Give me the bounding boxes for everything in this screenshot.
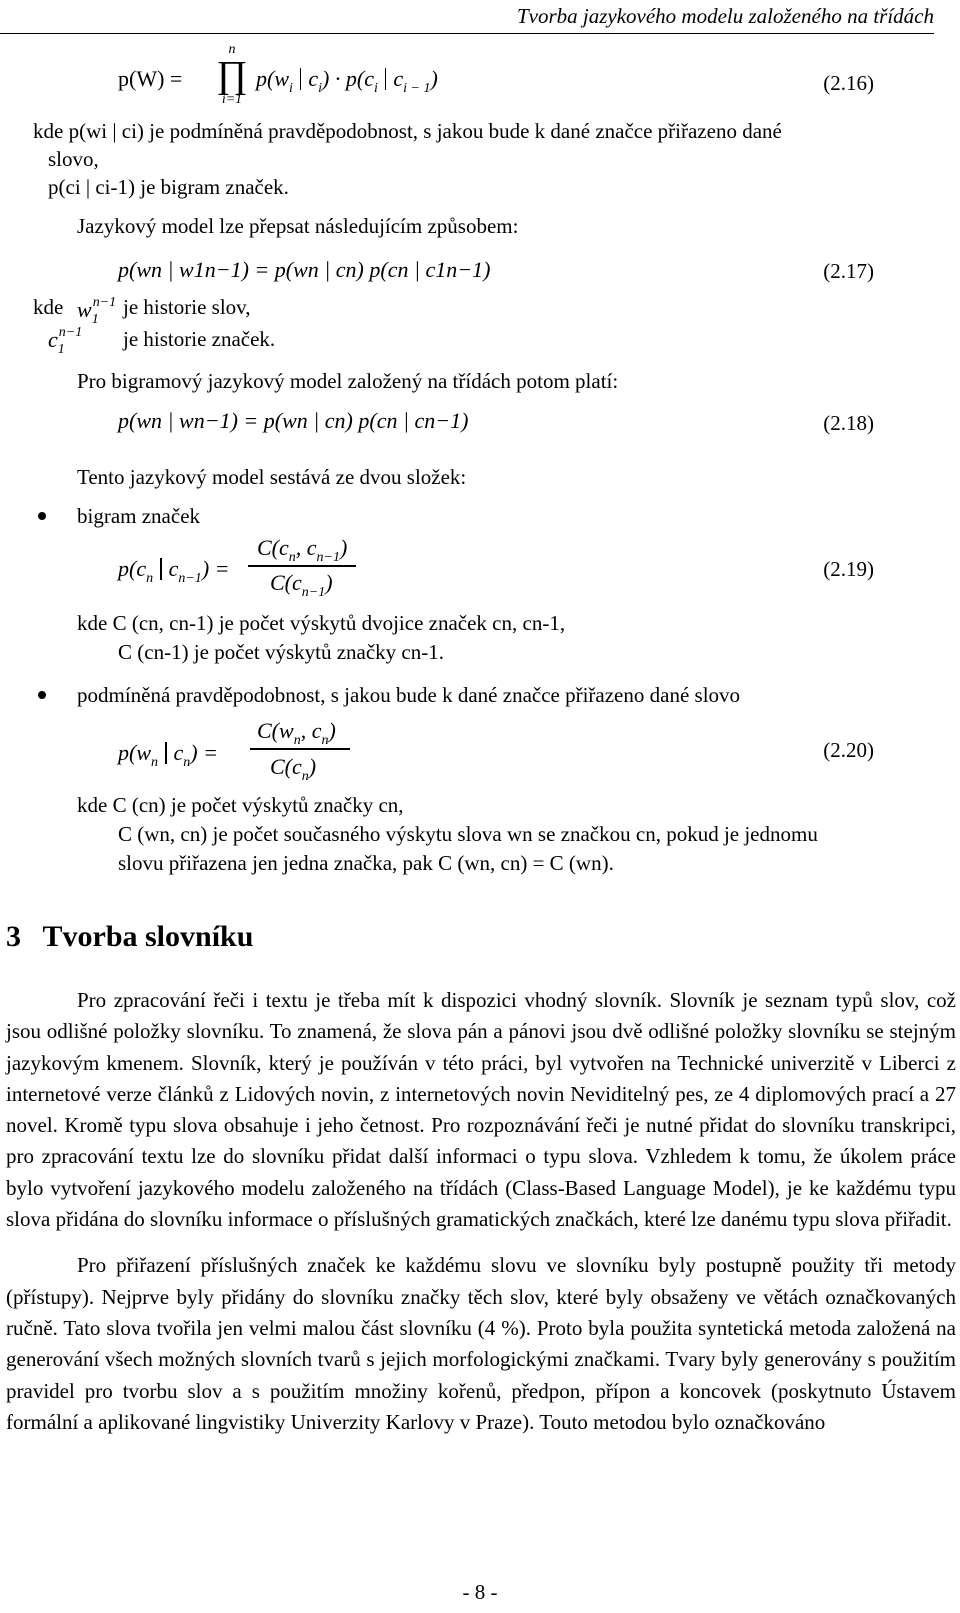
cond-bar [300,68,302,90]
eq-2-16-term-c: ) · p(c [322,66,374,91]
eq-2-16-product [212,42,252,108]
eq-2-16-term-d: c [393,66,404,91]
bullet-dot [38,691,46,699]
product-upper: n [228,42,236,57]
expl-2-20-line2: C (wn, cn) je počet současného výskytu slova wn se značkou cn, pokud je jednomu [118,822,818,846]
page-number: - 8 - [462,1580,498,1604]
eq-2-16-term-a: p(w [256,66,289,91]
expl-2-19-line2: C (cn-1) je počet výskytů značky cn-1. [118,640,444,664]
bullet2-label: podmíněná pravděpodobnost, s jakou bude k dané značce přiřazeno dané slovo [77,683,741,707]
intro-2-18: Pro bigramový jazykový model založený na třídách potom platí: [77,369,619,393]
paragraph-2: Pro přiřazení příslušných značek ke každému slovu ve slovníku byly postupně použity tři metody (přístupy). Nejprve byly přidány do slovníku značky těch slov, které byly obsaženy ve větách označkovaných ručně. Tato slova tvořila jen velmi malou část slovníku (4 %). Proto byla použita syntetická metoda založená na generování všech možných slovních tvarů s jejich morfologickými značkami. Tvary byly generovány s použitím pravidel pro tvorbu slov a s použitím množiny kořenů, předpon, přípon a koncovek (poskytnuto Ústavem formální a aplikované lingvistiky Univerzity Karlovy v Praze). Touto metodou bylo označkováno [6,1253,956,1434]
eq-2-20-lhs: $p(w_n$ $c_n$) = [118,740,218,770]
eq-2-16-lhs: p(W) = [118,66,183,91]
eq-2-16-sub-a: i [289,81,293,96]
bullet-dot [38,512,46,520]
section-number: 3 [6,920,21,953]
eq-2-16 [118,66,182,92]
expl-2-16-line2: slovo, [48,147,99,171]
eq-2-16-number: (2.16) [823,71,874,95]
history-words-symbol: $w_1^{n-1}$ [77,295,117,327]
expl-2-19-line1: kde C (cn, cn-1) je počet výskytů dvojice značek cn, cn-1, [77,611,566,635]
paragraph-1: Pro zpracování řeči i textu je třeba mít k dispozici vhodný slovník. Slovník je seznam typů slov, což jsou odlišné položky slovníku. To znamená, že slova pán a pánovi jsou dvě odlišné položky slovníku se stejným jazykovým kmenem. Slovník, který je používán v této práci, byl vytvořen na Technické univerzitě v Liberci z internetové verze článků z Lidových novin, z internetových novin Neviditelný pes, ze 4 diplomových prací a 27 novel. Kromě typu slova obsahuje i jeho četnost. Pro rozpoznávání řeči je nutné přidat do slovníku transkripci, pro zpracování textu lze do slovníku přidat další informaci o typu slova. Vzhledem k tomu, že úkolem práce bylo vytvoření jazykového modelu založeného na třídách (Class-Based Language Model), je ke každému typu slova přidána do slovníku informace o příslušných gramatických značkách, které lze danému typu slova přiřadit. [6,988,956,1232]
eq-2-18-number: (2.18) [823,411,874,435]
eq-2-17: p(wn | w1n−1) = p(wn | cn) p(cn | c1n−1) [118,257,491,282]
expl-2-17-prefix: kde [33,295,64,319]
header-rule [0,33,934,34]
eq-2-20-numerator: $C(w_n$, $c_n$) [257,718,336,748]
intro-components: Tento jazykový model sestává ze dvou složek: [77,465,467,489]
fraction-line [248,565,356,567]
eq-2-17-number: (2.17) [823,259,874,283]
eq-2-16-term-b: c [308,66,319,91]
section-title: Tvorba slovníku [42,920,254,953]
history-tags-symbol: $c_1^{n-1}$ [48,325,83,357]
eq-2-16-term-e: ) [430,66,438,91]
product-lower: i=1 [221,92,243,107]
section-heading [6,920,253,954]
eq-2-19-lhs: $p(c_n$ $c_{n-1}$) = [118,556,230,586]
expl-2-20-line1: kde C (cn) je počet výskytů značky cn, [77,793,404,817]
expl-2-17-line2: je historie značek. [123,327,276,351]
expl-2-16-line3: p(ci | ci-1) je bigram značek. [48,175,289,199]
body-text [6,985,956,1438]
eq-2-16-sub-d: i − 1 [403,81,431,96]
eq-2-20-number: (2.20) [823,738,874,762]
product-symbol: ∏ [216,54,248,96]
eq-2-19-number: (2.19) [823,557,874,581]
fraction-line [250,748,350,750]
eq-2-16-sub-b: i [318,81,323,96]
eq-2-16-sub-c: i [373,81,378,96]
running-header: Tvorba jazykového modelu založeného na třídách [516,4,934,28]
expl-2-17-line1: je historie slov, [123,295,251,319]
eq-2-18: p(wn | wn−1) = p(wn | cn) p(cn | cn−1) [118,408,469,433]
eq-2-19-denominator: $C(c_{n-1})$ [270,570,333,600]
eq-2-19-numerator: $C(c_n$, $c_{n-1}$) [257,535,348,565]
bullet1-label: bigram značek [77,504,201,528]
eq-2-20-denominator: $C(c_n)$ [270,754,317,784]
eq-2-16-rhs [256,66,438,102]
intro-2-17: Jazykový model lze přepsat následujícím způsobem: [77,214,519,238]
cond-bar [385,68,387,90]
expl-2-20-line3: slovu přiřazena jen jedna značka, pak C (wn, cn) = C (wn). [118,851,614,875]
expl-2-16-line1: kde p(wi | ci) je podmíněná pravděpodobnost, s jakou bude k dané značce přiřazeno dané [33,119,782,143]
